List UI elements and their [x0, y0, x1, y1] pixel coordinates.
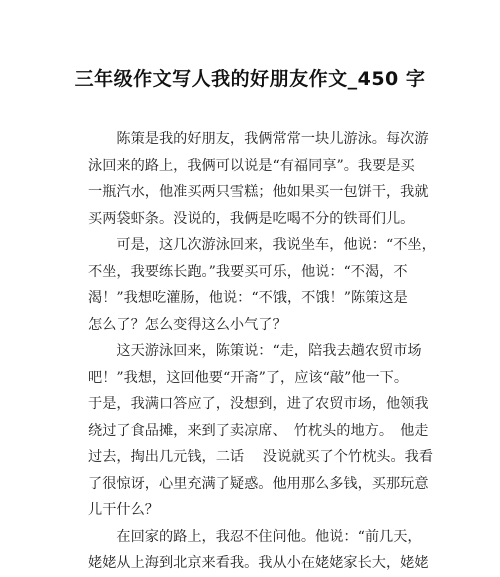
- text-line: 怎么了？怎么变得这么小气了？: [88, 316, 287, 333]
- text-line: 不坐，我要练长跑。”我要买可乐，他说：“不渴，不: [88, 263, 408, 280]
- text-line: 于是，我满口答应了，没想到，进了农贸市场，他领我: [88, 396, 429, 412]
- text-line: 这天游泳回来，陈策说：“走，陪我去趟农贸市场: [88, 343, 422, 359]
- text-line: 儿干什么？: [88, 502, 159, 518]
- text-line: 了很惊讶，心里充满了疑惑。他用那么多钱，买那玩意: [88, 475, 429, 492]
- text-line: 泳回来的路上，我俩可以说是“有福同享”。我要是买: [88, 157, 415, 174]
- text-line: 吧！”我想，这回他要“开斋”了，应该“敲”他一下。: [88, 369, 409, 386]
- text-line: 一瓶汽水，他准买两只雪糕；他如果买一包饼干，我就: [88, 184, 429, 200]
- document-title: 三年级作文写人我的好朋友作文_450 字: [74, 68, 426, 90]
- document-body: [88, 126, 436, 577]
- text-line: 陈策是我的好朋友，我俩常常一块儿游泳。每次游: [88, 131, 429, 147]
- text-line: 姥姥从上海到北京来看我。我从小在姥姥家长大，姥姥: [88, 555, 429, 571]
- text-line: 买两袋虾条。没说的，我俩是吃喝不分的铁哥们儿。: [88, 210, 415, 227]
- text-line: 过去，掏出几元钱，二话 没说就买了个竹枕头。我看: [88, 449, 434, 465]
- text-line: 渴！”我想吃灌肠，他说：“不饿，不饿！”陈策这是: [88, 290, 408, 306]
- text-line: 绕过了食品摊，来到了卖凉席、 竹枕头的地方。 他走: [88, 422, 429, 439]
- text-line: 可是，这几次游泳回来，我说坐车，他说：“不坐，: [88, 237, 436, 253]
- text-line: 在回家的路上，我忍不住问他。他说：“前几天，: [88, 528, 422, 545]
